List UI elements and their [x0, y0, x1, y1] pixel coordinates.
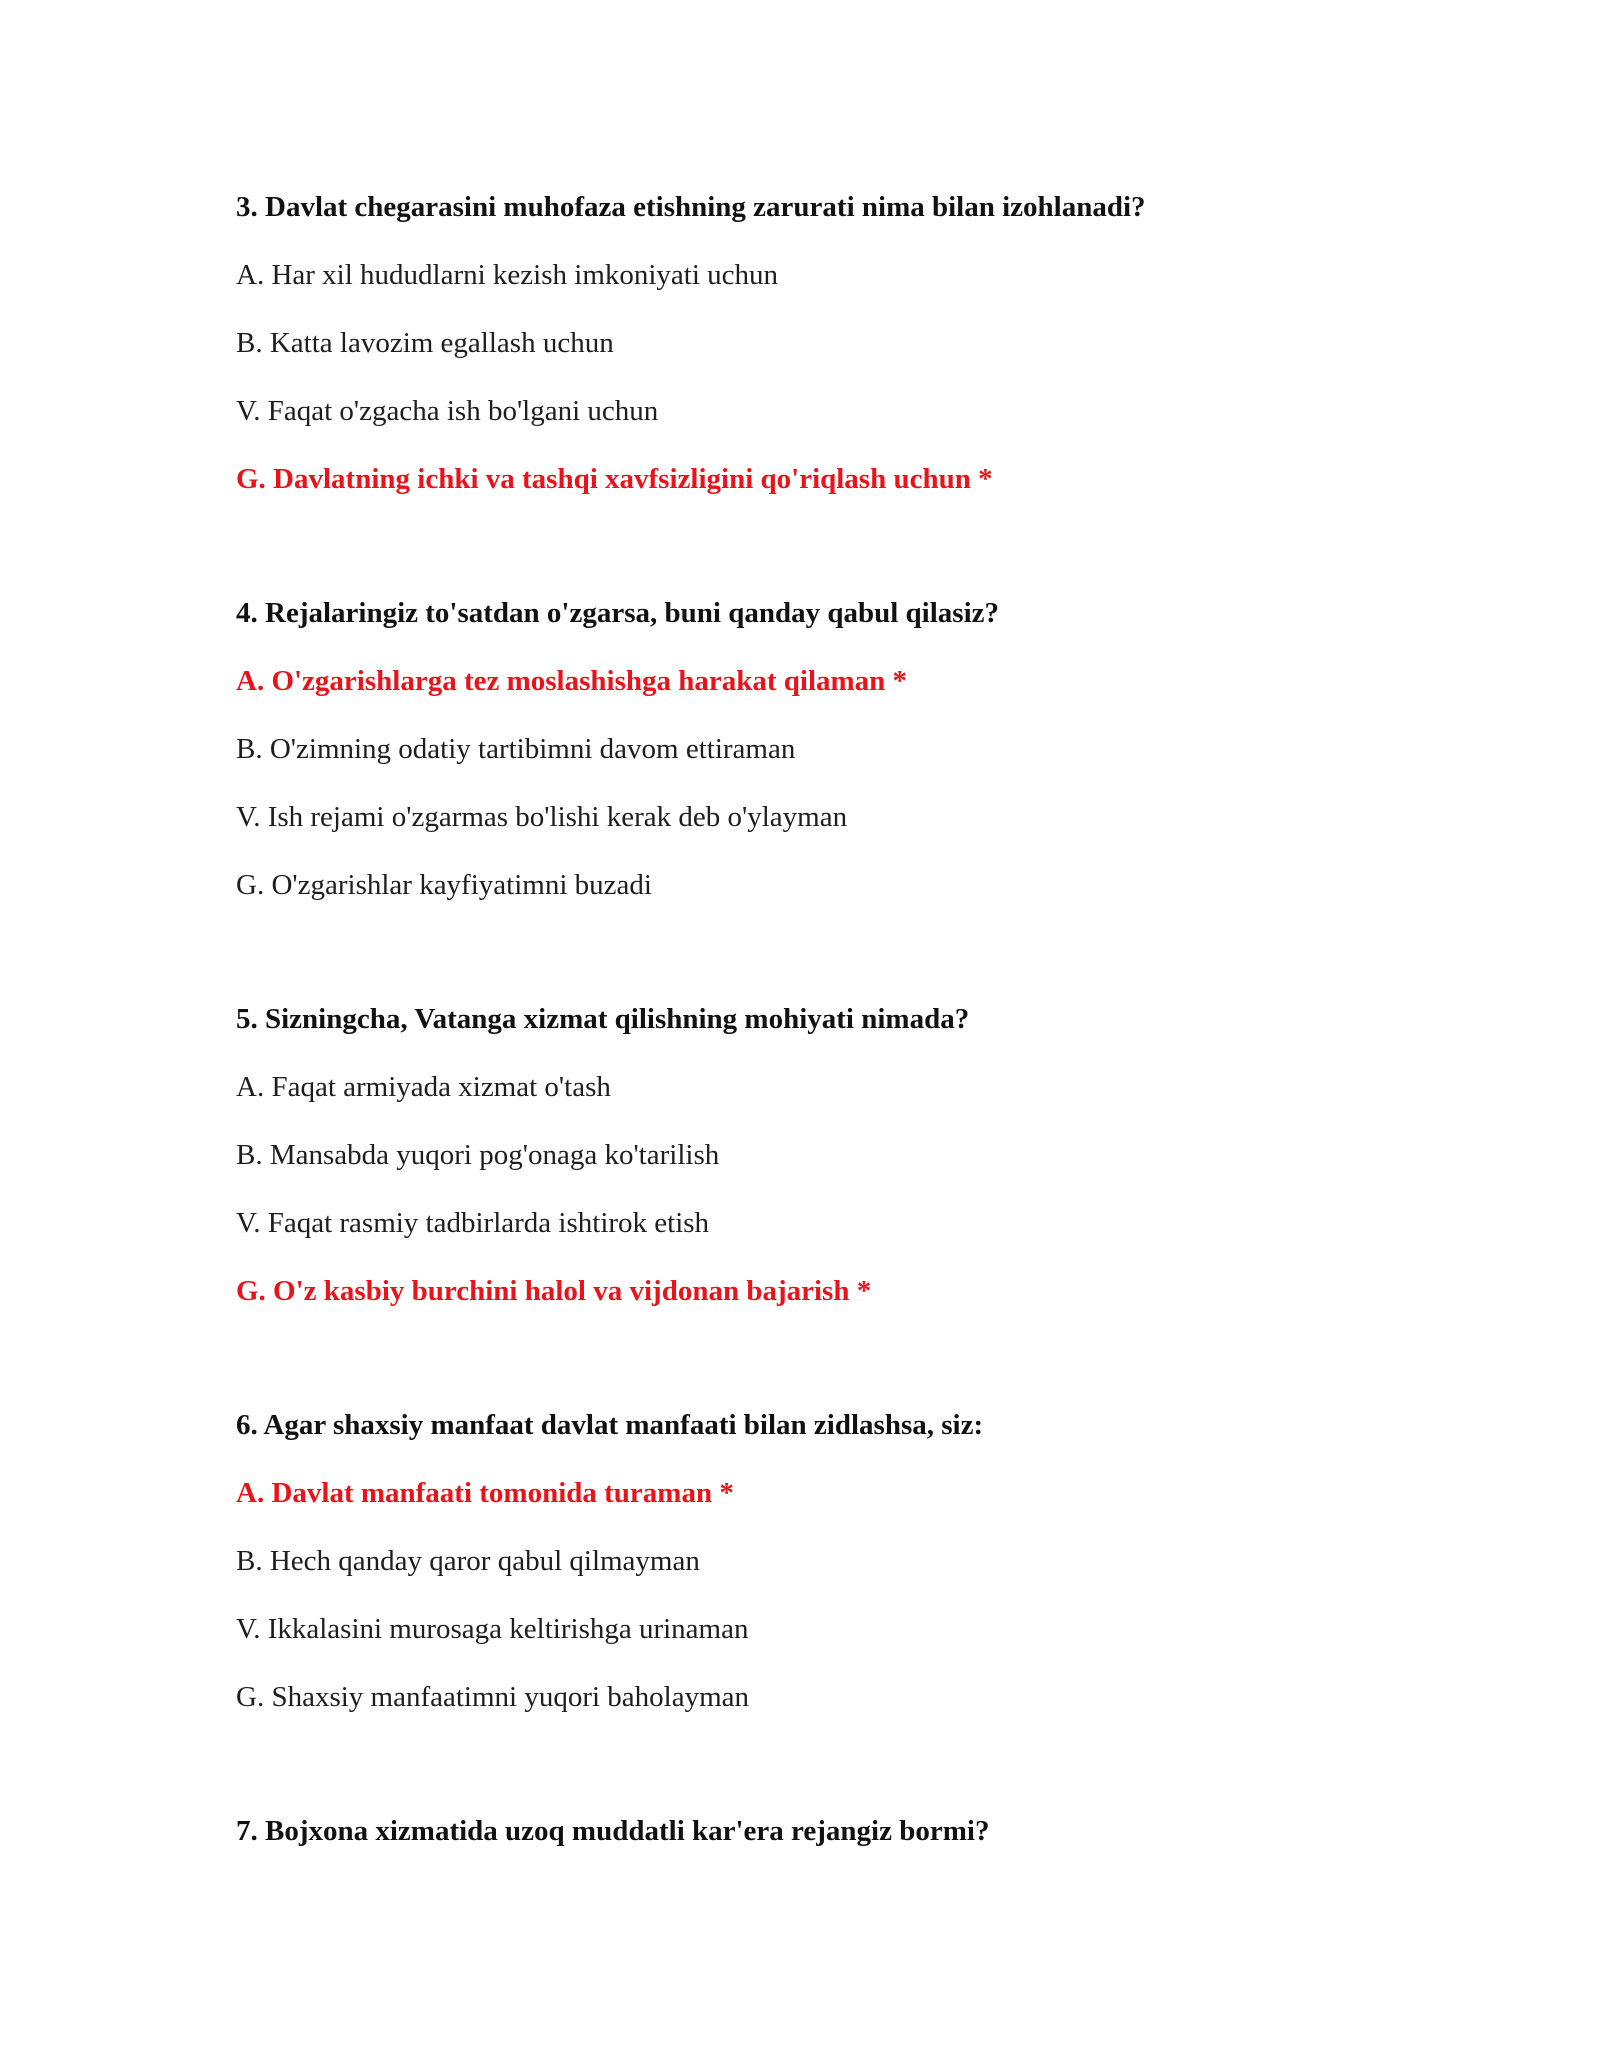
question-5-title: 5. Sizningcha, Vatanga xizmat qilishning mohiyati nimada? [236, 1003, 970, 1035]
question-6-title: 6. Agar shaxsiy manfaat davlat manfaati bilan zidlashsa, siz: [236, 1409, 984, 1441]
question-5-option-a: A. Faqat armiyada xizmat o'tash [236, 1071, 611, 1103]
question-4-option-a-correct: A. O'zgarishlarga tez moslashishga harakat qilaman * [236, 665, 908, 697]
question-block-6 [236, 1391, 1436, 1731]
question-6-option-b: B. Hech qanday qaror qabul qilmayman [236, 1545, 700, 1577]
question-5-option-v: V. Faqat rasmiy tadbirlarda ishtirok etish [236, 1207, 710, 1239]
question-7-title: 7. Bojxona xizmatida uzoq muddatli kar'era rejangiz bormi? [236, 1815, 990, 1847]
question-5-option-g-correct: G. O'z kasbiy burchini halol va vijdonan bajarish * [236, 1275, 872, 1307]
question-6-option-g: G. Shaxsiy manfaatimni yuqori baholayman [236, 1681, 750, 1713]
question-block-7 [236, 1797, 1436, 1865]
question-block-4 [236, 579, 1436, 919]
question-4-title: 4. Rejalaringiz to'satdan o'zgarsa, buni qanday qabul qilasiz? [236, 597, 999, 629]
question-3-option-b: B. Katta lavozim egallash uchun [236, 327, 614, 359]
question-4-option-b: B. O'zimning odatiy tartibimni davom ettiraman [236, 733, 796, 765]
question-6-option-a-correct: A. Davlat manfaati tomonida turaman * [236, 1477, 734, 1509]
question-6-option-v: V. Ikkalasini murosaga keltirishga urinaman [236, 1613, 749, 1645]
question-block-3 [236, 173, 1436, 513]
question-4-option-g: G. O'zgarishlar kayfiyatimni buzadi [236, 869, 652, 901]
question-3-option-v: V. Faqat o'zgacha ish bo'lgani uchun [236, 395, 659, 427]
question-3-title: 3. Davlat chegarasini muhofaza etishning zarurati nima bilan izohlanadi? [236, 191, 1146, 223]
question-3-option-a: A. Har xil hududlarni kezish imkoniyati uchun [236, 259, 779, 291]
question-4-option-v: V. Ish rejami o'zgarmas bo'lishi kerak deb o'ylayman [236, 801, 848, 833]
question-block-5 [236, 985, 1436, 1325]
question-3-option-g-correct: G. Davlatning ichki va tashqi xavfsizligini qo'riqlash uchun * [236, 463, 993, 495]
question-5-option-b: B. Mansabda yuqori pog'onaga ko'tarilish [236, 1139, 720, 1171]
